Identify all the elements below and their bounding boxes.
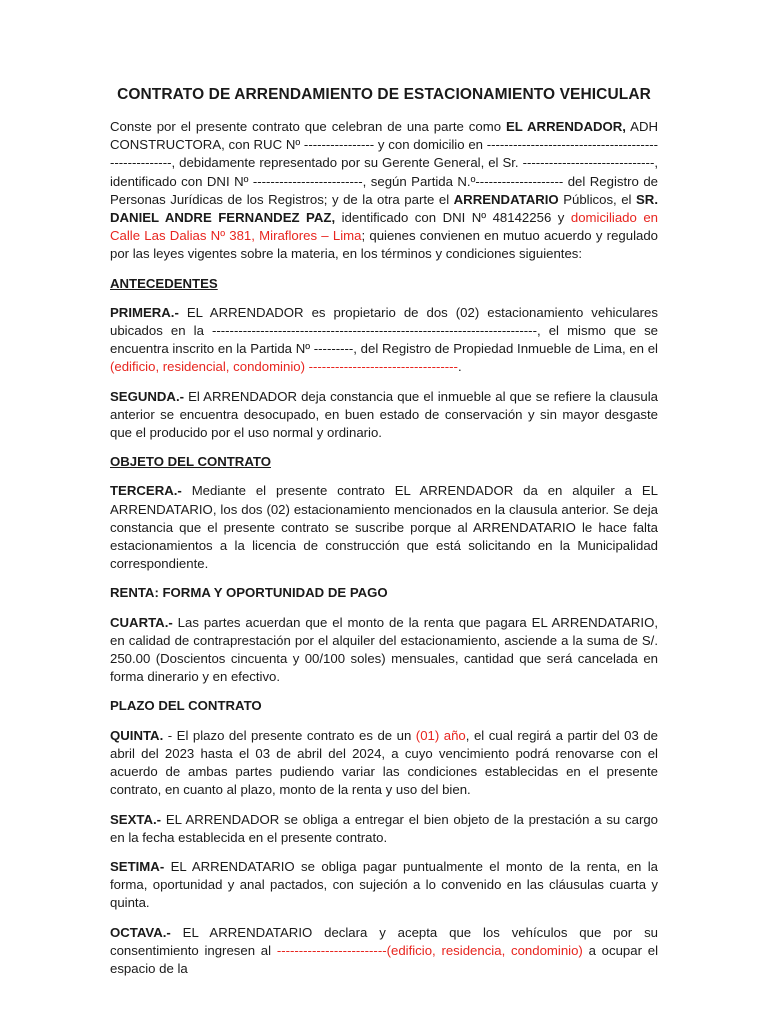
clause-segunda: SEGUNDA.- El ARRENDADOR deja constancia que el inmueble al que se refiere la clausula anterior se encuentra desocupado, en buen estado de conservación y sin mayor desgaste que el producido por el uso normal y ordinario. — [110, 388, 658, 441]
placeholder-property-type: (edificio, residencial, condominio) ---------------------------------- — [110, 359, 458, 375]
document-title: CONTRATO DE ARRENDAMIENTO DE ESTACIONAMIENTO VEHICULAR — [117, 86, 651, 103]
clause-setima: SETIMA- EL ARRENDATARIO se obliga pagar puntualmente el monto de la renta, en la forma, oportunidad y anal pactados, con sujeción a lo convenido en las cláusulas cuarta y quinta. — [110, 858, 658, 911]
clause-quinta: QUINTA. - El plazo del presente contrato es de un (01) año, el cual regirá a partir del 03 de abril del 2023 hasta el 03 de abril del 2024, a cuyo vencimiento podrá renovarse con el acuerdo de ambas partes pudiendo variar las condiciones establecidas en el presente contrato, en cuanto al plazo, monto de la renta y uso del bien. — [110, 727, 658, 798]
section-heading-renta: RENTA: FORMA Y OPORTUNIDAD DE PAGO — [110, 585, 388, 601]
placeholder-building-type: -------------------------(edificio, residencia, condominio) — [276, 942, 583, 958]
clause-octava: OCTAVA.- EL ARRENDATARIO declara y acepta que los vehículos que por su consentimiento ingresen al -------------------------(edificio, residencia, condominio) a ocupar el espacio de la — [110, 924, 658, 976]
placeholder-address: domiciliado en Calle Las Dalias Nº 381, Miraflores – Lima — [110, 210, 658, 244]
clause-tercera: TERCERA.- Mediante el presente contrato EL ARRENDADOR da en alquiler a EL ARRENDATARIO, los dos (02) estacionamiento mencionados en la clausula anterior. Se deja constancia que el presente contrato se suscribe porque al ARRENDATARIO le hace falta estacionamientos a la licencia de construcción que está solicitando en la Municipalidad correspondiente. — [110, 483, 658, 572]
intro-paragraph: Conste por el presente contrato que celebran de una parte como EL ARRENDADOR, ADH CONSTRUCTORA, con RUC Nº ---------------- y con domicilio en -----------------------------------------------------, debidamente representado por su Gerente General, el Sr. ------------------------------, identificado con DNI Nº -------------------------, según Partida N.º-------------------- del Registro de Personas Jurídicas de los Registros; y de la otra parte el ARRENDATARIO Públicos, el SR. DANIEL ANDRE FERNANDEZ PAZ, identificado con DNI Nº 48142256 y domiciliado en Calle Las Dalias Nº 381, Miraflores – Lima; quienes convienen en mutuo acuerdo y regulado por las leyes vigentes sobre la materia, en los términos y condiciones siguientes: — [110, 119, 659, 262]
clause-primera: PRIMERA.- EL ARRENDADOR es propietario de dos (02) estacionamiento vehiculares ubicados en la --------------------------------------------------------------------------, el mismo que se encuentra inscrito en la Partida Nº ---------, del Registro de Propiedad Inmueble de Lima, en el (edificio, residencial, condominio) ----------------------------------. — [110, 304, 658, 375]
section-heading-plazo: PLAZO DEL CONTRATO — [110, 698, 262, 714]
placeholder-term: (01) año — [415, 727, 466, 743]
section-heading-objeto: OBJETO DEL CONTRATO — [110, 454, 271, 470]
clause-sexta: SEXTA.- EL ARRENDADOR se obliga a entregar el bien objeto de la prestación a su cargo en la fecha establecida en el presente contrato. — [110, 811, 658, 845]
clause-cuarta: CUARTA.- Las partes acuerdan que el monto de la renta que pagara EL ARRENDATARIO, en calidad de contraprestación por el alquiler del estacionamiento, asciende a la suma de S/. 250.00 (Doscientos cincuenta y 00/100 soles) mensuales, cantidad que será cancelada en forma dinerario y en efectivo. — [110, 614, 658, 685]
section-heading-antecedentes: ANTECEDENTES — [110, 275, 218, 291]
